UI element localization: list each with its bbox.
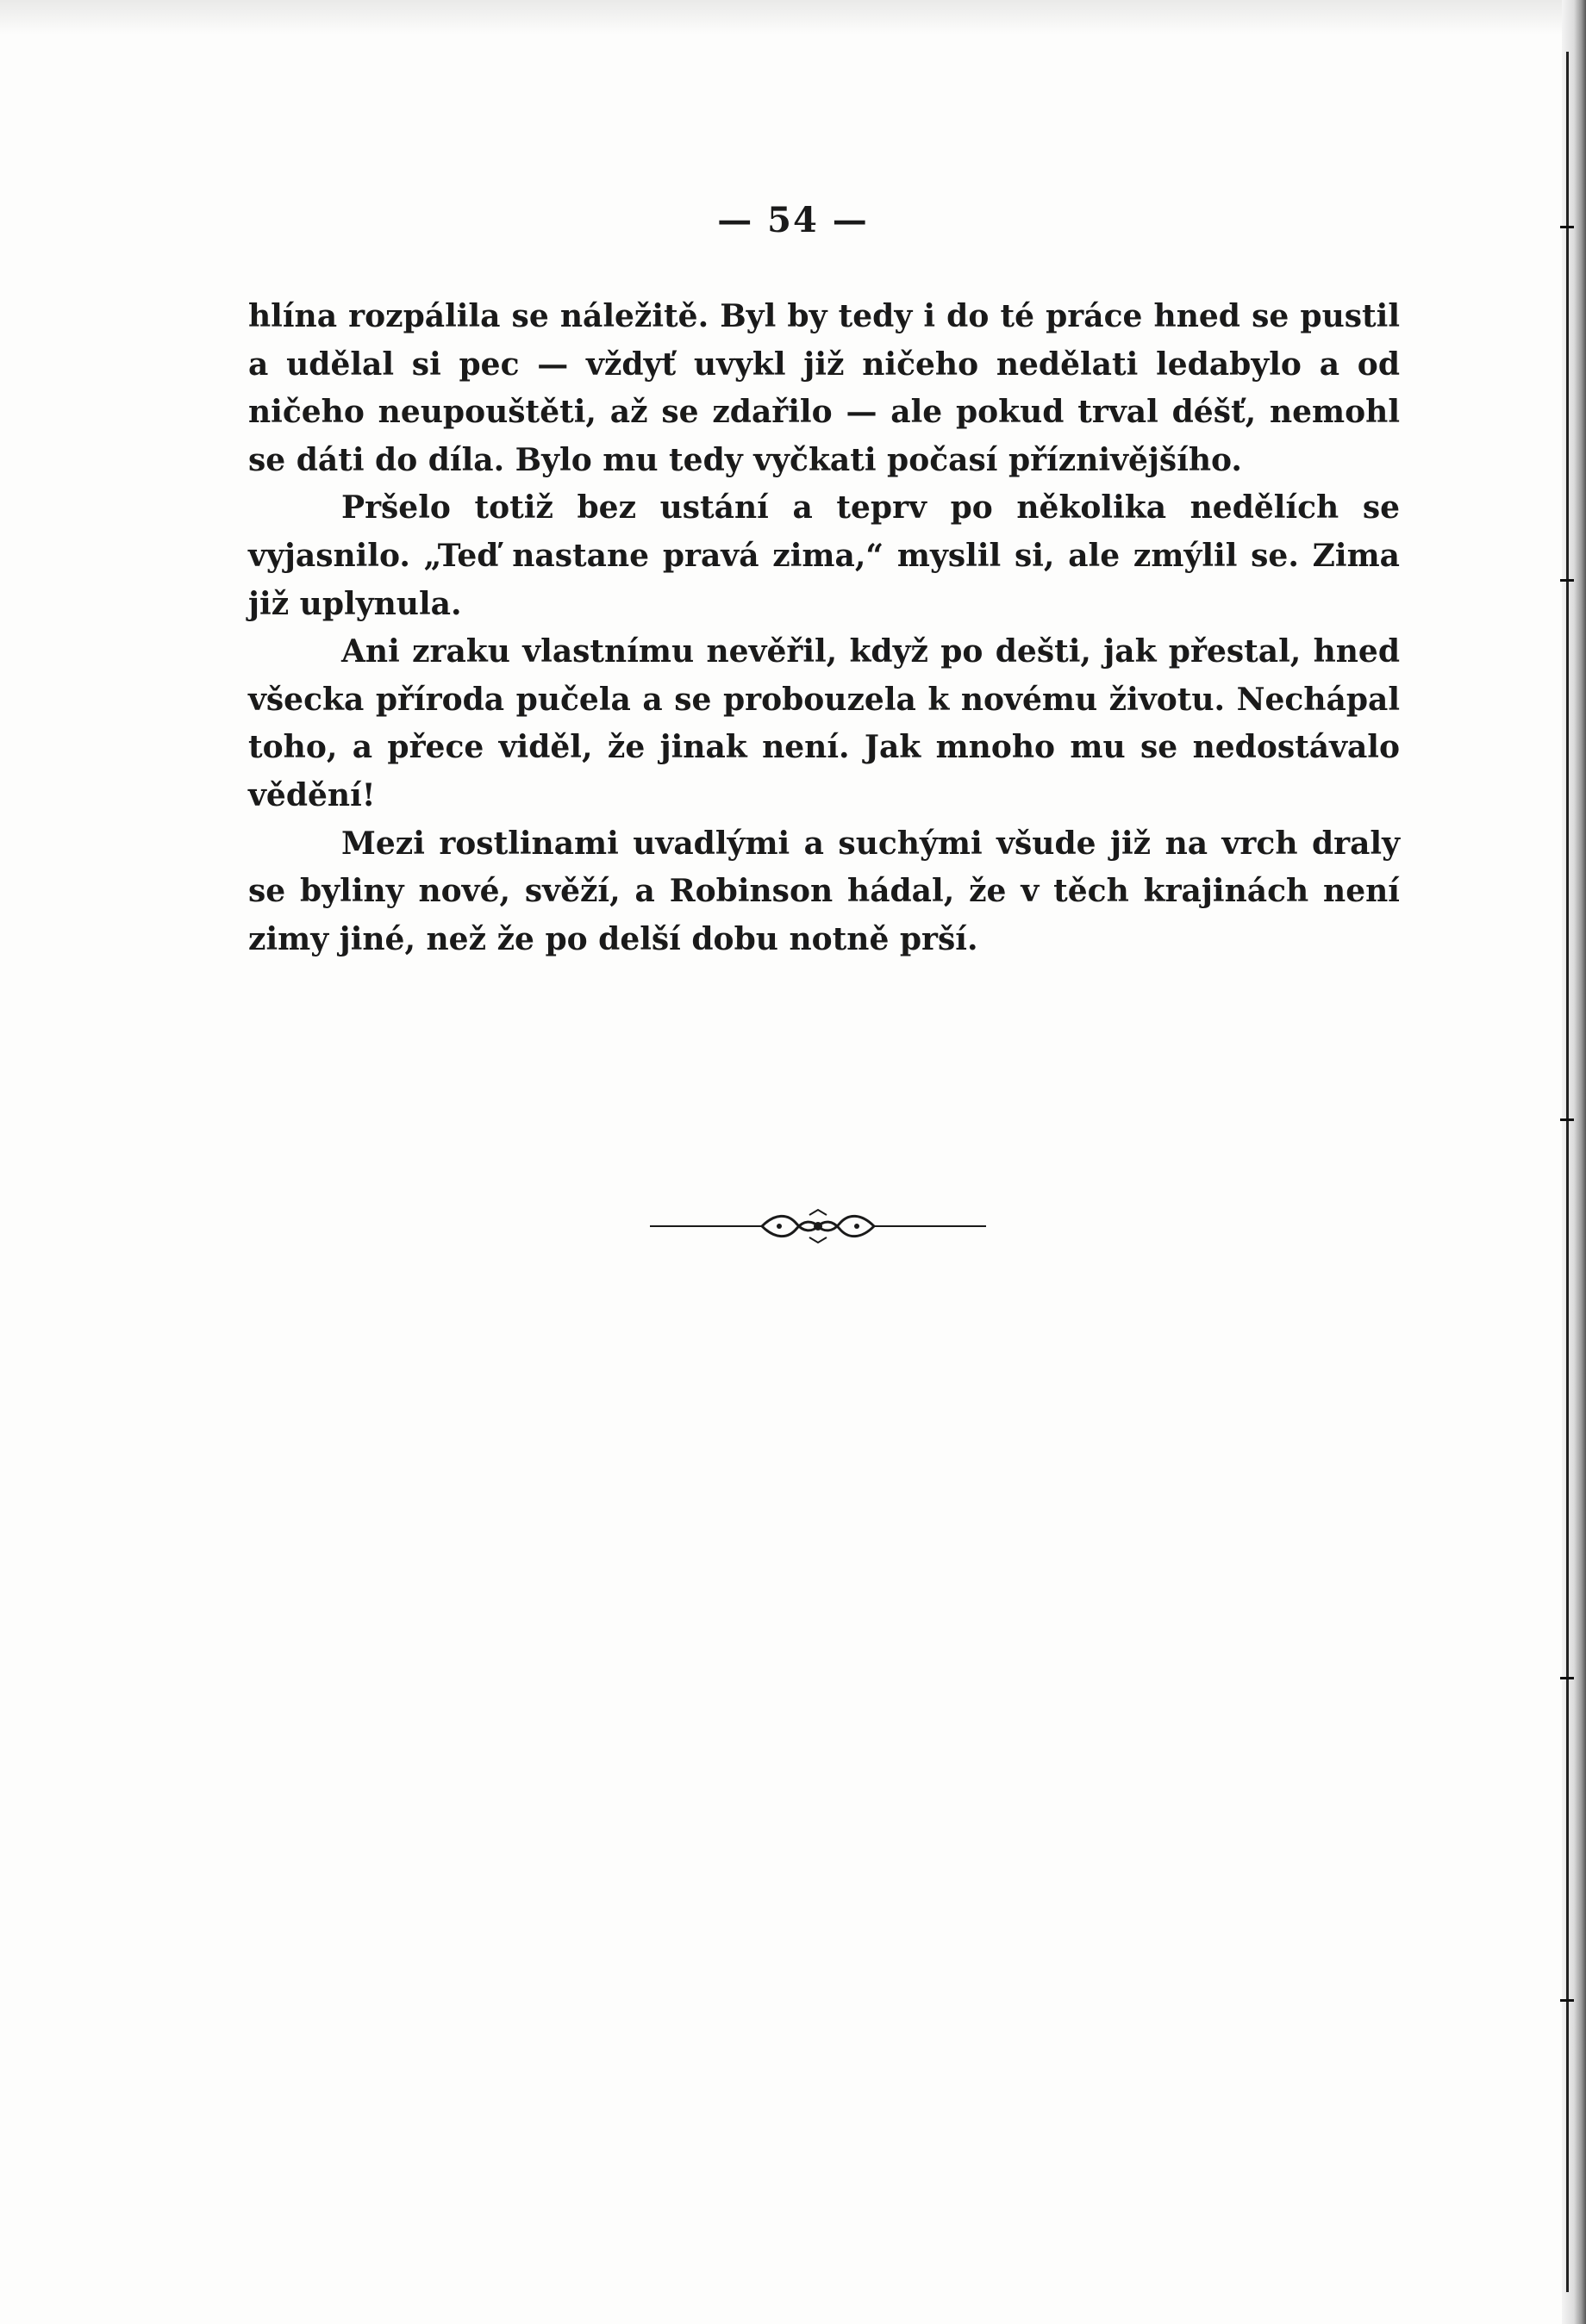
paragraph-1: hlína rozpálila se náležitě. Byl by tedy i do té práce hned se pustil a udělal si pec — vždyť uvykl již ničeho nedělati ledabylo a od ničeho neupouštěti, až se zdařilo — ale pokud trval déšť, nemohl se dáti do díla. Bylo mu tedy vyčkati počasí příznivějšího. xyxy=(248,298,1400,478)
page-number: — 54 — xyxy=(717,200,869,240)
scan-edge-line xyxy=(1566,52,1569,2292)
page-top-shadow xyxy=(0,0,1586,34)
edge-tick xyxy=(1560,579,1574,582)
paragraph-2: Pršelo totiž bez ustání a teprv po několika nedělích se vyjasnilo. „Teď nastane pravá zima,“ myslil si, ale zmýlil se. Zima již uplynula. xyxy=(248,489,1400,622)
body-text xyxy=(248,293,1400,963)
paragraph-3: Ani zraku vlastnímu nevěřil, když po dešti, jak přestal, hned všecka příroda pučela a se probouzela k novému životu. Nechápal toho, a přece viděl, že jinak není. Jak mnoho mu se nedostávalo vědění! xyxy=(248,633,1400,813)
edge-tick xyxy=(1560,1118,1574,1121)
paragraph-4: Mezi rostlinami uvadlými a suchými všude již na vrch draly se byliny nové, svěží, a Robinson hádal, že v těch krajinách není zimy jiné, než že po delší dobu notně prší. xyxy=(248,825,1400,957)
edge-tick xyxy=(1560,1999,1574,2002)
edge-tick xyxy=(1560,226,1574,228)
flourish-divider-icon xyxy=(650,1205,986,1248)
edge-tick xyxy=(1560,1677,1574,1679)
